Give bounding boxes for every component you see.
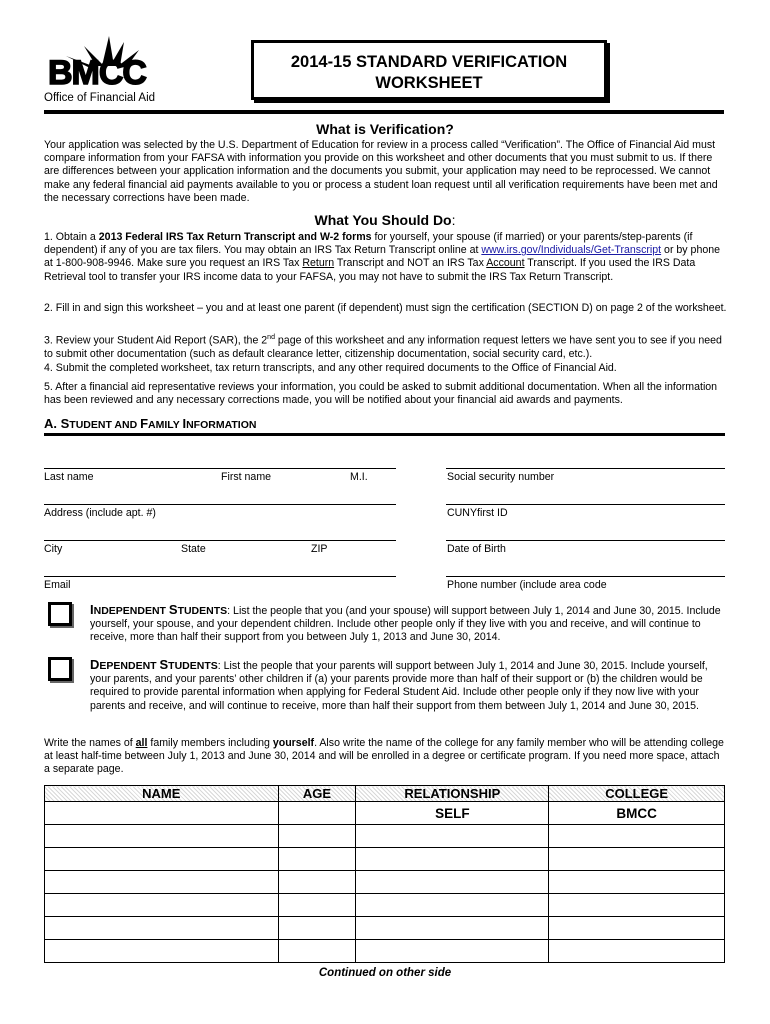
ssn-label: Social security number	[447, 471, 555, 483]
step-1: 1. Obtain a 2013 Federal IRS Tax Return Transcript and W-2 forms for yourself, your spouse (if married) or your parents/step-parents (if dependent) if any of you are tax filers. You may obtain an IRS Tax Return Transcript online at www.irs.gov/Individuals/Get-Transcript or by phone at 1-800-908-9946. Make sure you request an IRS Tax Return Transcript and NOT an IRS Tax Account Transcript. If you used the IRS Data Retrieval tool to transfer your IRS income data to your FAFSA, you may not have to submit the IRS Tax Return Transcript.	[44, 231, 721, 283]
table-row	[45, 871, 725, 894]
name-cell[interactable]	[45, 825, 279, 848]
relationship-cell[interactable]: SELF	[356, 802, 549, 825]
family-instructions: Write the names of all family members including yourself. Also write the name of the college for any family member who will be attending college at least half-time between July 1, 2013 and June 30, 2014 and will be enrolled in a degree or certificate program. If you need more space, attach a separate page.	[44, 737, 724, 776]
table-row	[45, 894, 725, 917]
document-title	[251, 40, 607, 100]
age-cell[interactable]	[278, 940, 356, 963]
step-2: 2. Fill in and sign this worksheet – you and at least one parent (if dependent) must sign the certification (SECTION D) on page 2 of the worksheet.	[44, 302, 727, 314]
age-cell[interactable]	[278, 894, 356, 917]
email-line[interactable]	[44, 576, 396, 577]
age-cell[interactable]	[278, 825, 356, 848]
zip-label: ZIP	[311, 543, 328, 555]
cunyfirst-label: CUNYfirst ID	[447, 507, 508, 519]
table-row	[45, 940, 725, 963]
age-cell[interactable]	[278, 848, 356, 871]
address-label: Address (include apt. #)	[44, 507, 156, 519]
continued-note: Continued on other side	[318, 967, 452, 979]
table-row	[45, 848, 725, 871]
step-3: 3. Review your Student Aid Report (SAR), the 2nd page of this worksheet and any information request letters we have sent you to see if you need to submit other documentation (such as default clearance letter, citizenship documentation, social security card, etc.).	[44, 334, 722, 360]
step-5: 5. After a financial aid representative reviews your information, you could be asked to submit additional documentation. When all the information has been reviewed and any necessary corrections made, you will be notified about your financial aid awards and payments.	[44, 381, 718, 407]
step-4: 4. Submit the completed worksheet, tax return transcripts, and any other required documents to the Office of Financial Aid.	[44, 362, 617, 374]
city-label: City	[44, 543, 63, 555]
should-do-heading: What You Should Do:	[314, 212, 456, 228]
relationship-cell[interactable]	[356, 917, 549, 940]
verification-body: Your application was selected by the U.S. Department of Education for review in a process called “Verification”. The Office of Financial Aid must compare information from your FAFSA with information you provide on this worksheet and other documents that you must submit to us. If there are differences between your application information and the documents you submit, your application may need to be reprocessed. We cannot make any federal financial aid payments available to you or process a student loan request until all verification requirements have been met and the necessary corrections have been made.	[44, 139, 718, 204]
phone-line[interactable]	[446, 576, 725, 577]
name-cell[interactable]	[45, 802, 279, 825]
table-header-row	[45, 786, 725, 802]
name-cell[interactable]	[45, 848, 279, 871]
ssn-line[interactable]	[446, 468, 725, 469]
relationship-cell[interactable]	[356, 848, 549, 871]
cunyfirst-line[interactable]	[446, 504, 725, 505]
college-cell[interactable]	[549, 848, 725, 871]
email-label: Email	[44, 579, 71, 591]
name-cell[interactable]	[45, 917, 279, 940]
name-cell[interactable]	[45, 871, 279, 894]
irs-transcript-link[interactable]: www.irs.gov/Individuals/Get-Transcript	[481, 244, 662, 257]
relationship-cell[interactable]	[356, 894, 549, 917]
family-members-table	[44, 785, 725, 963]
first-name-label: First name	[221, 471, 272, 483]
relationship-column-header: RELATIONSHIP	[356, 786, 549, 802]
college-cell[interactable]: BMCC	[549, 802, 725, 825]
section-a-title: A. STUDENT AND FAMILY INFORMATION	[44, 416, 257, 431]
state-label: State	[181, 543, 206, 555]
college-cell[interactable]	[549, 871, 725, 894]
section-a-rule	[44, 433, 725, 436]
age-cell[interactable]	[278, 802, 356, 825]
college-cell[interactable]	[549, 940, 725, 963]
dob-label: Date of Birth	[447, 543, 506, 555]
age-column-header: AGE	[278, 786, 356, 802]
relationship-cell[interactable]	[356, 940, 549, 963]
address-line[interactable]	[44, 504, 396, 505]
dependent-students-text: DEPENDENT STUDENTS: List the people that your parents will support between July 1, 2014 and June 30, 2015. Include yourself, your parents, and your parents’ other children if (a) your parents provide more than half of their support or (b) the children would be required to provide parental information when applying for Federal Student Aid. Include other people only if they now live with your parents and receive, and will continue to receive, more than half their support from them between July 1, 2014 and June 30, 2015.	[90, 657, 708, 712]
relationship-cell[interactable]	[356, 825, 549, 848]
name-line[interactable]	[44, 468, 396, 469]
independent-students-text: INDEPENDENT STUDENTS: List the people that you (and your spouse) will support between July 1, 2014 and June 30, 2015. Include yourself, your spouse, and your dependent children. Include other people only if they live with you and receive, and will continue to receive, more than half their support from you between July 1, 2013 and June 30, 2014.	[90, 602, 721, 644]
table-row	[45, 825, 725, 848]
relationship-cell[interactable]	[356, 871, 549, 894]
last-name-label: Last name	[44, 471, 94, 483]
title-line-1: 2014-15 STANDARD VERIFICATION	[290, 53, 568, 71]
college-cell[interactable]	[549, 917, 725, 940]
dependent-checkbox[interactable]	[48, 657, 72, 681]
name-cell[interactable]	[45, 940, 279, 963]
age-cell[interactable]	[278, 871, 356, 894]
phone-label: Phone number (include area code	[447, 579, 607, 591]
title-line-2: WORKSHEET	[375, 74, 483, 92]
logo-wordmark: BMCC	[48, 54, 146, 92]
college-column-header: COLLEGE	[549, 786, 725, 802]
age-cell[interactable]	[278, 917, 356, 940]
office-name: Office of Financial Aid	[44, 92, 156, 104]
mi-label: M.I.	[350, 471, 368, 483]
table-row	[45, 917, 725, 940]
college-cell[interactable]	[549, 894, 725, 917]
header-rule	[44, 110, 724, 114]
name-cell[interactable]	[45, 894, 279, 917]
city-line[interactable]	[44, 540, 396, 541]
college-cell[interactable]	[549, 825, 725, 848]
table-row	[45, 802, 725, 825]
verification-heading: What is Verification?	[316, 121, 454, 137]
dob-line[interactable]	[446, 540, 725, 541]
independent-checkbox[interactable]	[48, 602, 72, 626]
name-column-header: NAME	[45, 786, 279, 802]
